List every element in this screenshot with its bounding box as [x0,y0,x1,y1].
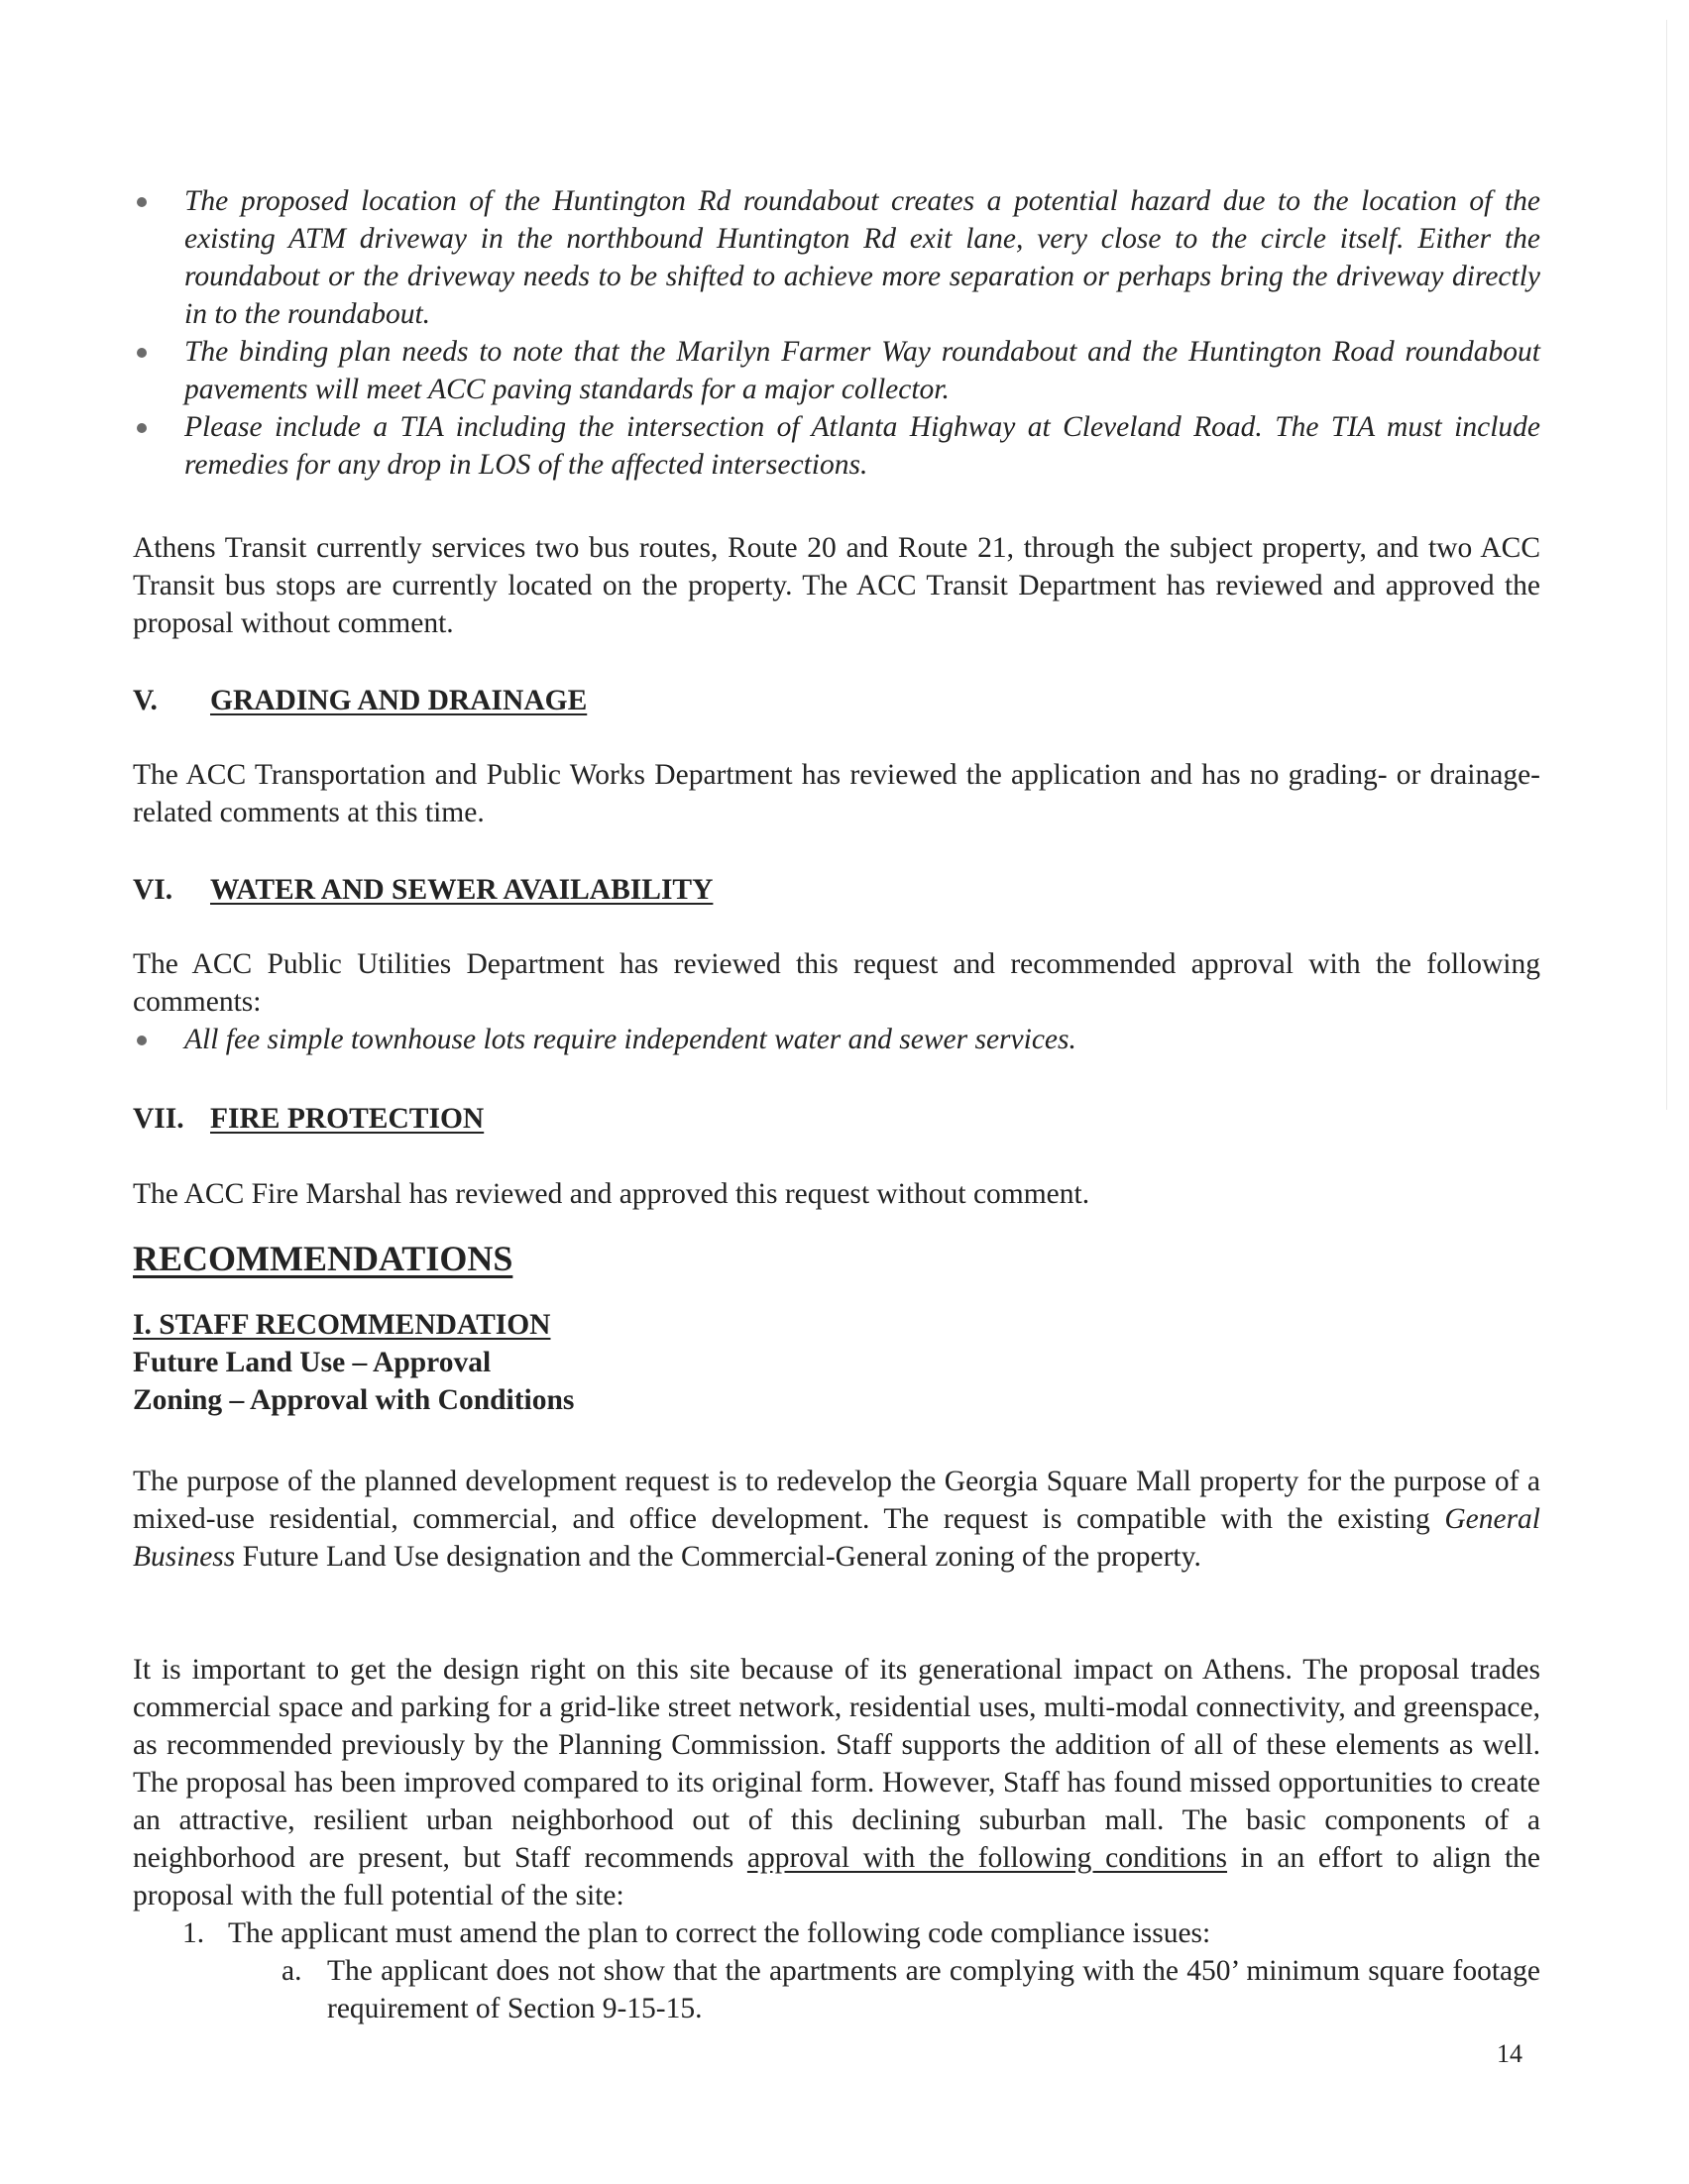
section-vii-heading [133,1100,484,1138]
section-v-heading [133,682,587,719]
bullet-icon [137,348,147,358]
grading-drainage-paragraph: The ACC Transportation and Public Works Department has reviewed the application and has no grading- or drainage-related comments at this time. [133,759,1540,828]
land-use-designation: General Business [133,1503,1540,1573]
bullet-icon [137,423,147,433]
section-title: FIRE PROTECTION [210,1103,485,1135]
approval-conditions-phrase: approval with the following conditions [746,1842,1228,1874]
section-number: V. [133,685,158,716]
list-item: All fee simple townhouse lots require independent water and sewer services. [133,1021,1540,1058]
condition-letter: a. [282,1955,302,1987]
condition-item: 1. The applicant must amend the plan to correct the following code compliance issues: [133,1914,1540,1952]
section-number: VII. [133,1103,184,1135]
bullet-icon [137,197,147,207]
bullet-icon [137,1036,147,1045]
water-sewer-comments-list [133,1021,1540,1058]
section-number: VI. [133,874,173,906]
list-item: Please include a TIA including the intersection of Atlanta Highway at Cleveland Road. The TIA must include remedies for any drop in LOS of the affected intersections. [133,408,1540,484]
list-item: The proposed location of the Huntington Rd roundabout creates a potential hazard due to the location of the existing ATM driveway in the northbound Huntington Rd exit lane, very close to the circle itself. Either the roundabout or the driveway needs to be shifted to achieve more separation or perhaps bring the driveway directly in to the roundabout. [133,182,1540,333]
condition-number: 1. [182,1917,205,1949]
design-paragraph: It is important to get the design right on this site because of its generational impact on Athens. The proposal trades commercial space and parking for a grid-like street network, residential uses, multi-modal connectivity, and greenspace, as recommended previously by the Planning Commission. Staff supports the addition of all of these elements as well. The proposal has been improved compared to its original form. However, Staff has found missed opportunities to create an attractive, resilient urban neighborhood out of this declining suburban mall. The basic components of a neighborhood are present, but Staff recommends approval with the following conditions in an effort to align the proposal with the full potential of the site: [133,1654,1540,1911]
recommendations-heading: RECOMMENDATIONS [133,1239,513,1278]
transit-paragraph: Athens Transit currently services two bus routes, Route 20 and Route 21, through the subject property, and two ACC Transit bus stops are currently located on the property. The ACC Transit Department has reviewed and approved the proposal without comment. [133,532,1540,639]
condition-subitem: a. The applicant does not show that the apartments are complying with the 450’ minimum square footage requirement of Section 9-15-15. [133,1952,1540,2027]
page-number: 14 [1497,2039,1522,2068]
zoning-status: Zoning – Approval with Conditions [133,1384,575,1416]
transportation-comments-list [133,182,1540,484]
future-land-use-status: Future Land Use – Approval [133,1347,492,1378]
section-title: WATER AND SEWER AVAILABILITY [210,874,714,906]
water-sewer-paragraph: The ACC Public Utilities Department has reviewed this request and recommended approval with the following comments: [133,948,1540,1018]
staff-recommendation-block [133,1306,1540,1419]
conditions-list [133,1914,1540,2027]
section-vi-heading [133,871,713,909]
purpose-paragraph: The purpose of the planned development request is to redevelop the Georgia Square Mall property for the purpose of a mixed-use residential, commercial, and office development. The request is compatible with the existing General Business Future Land Use designation and the Commercial-General zoning of the property. [133,1466,1540,1573]
scan-edge-line [1666,20,1667,1110]
fire-protection-paragraph: The ACC Fire Marshal has reviewed and approved this request without comment. [133,1178,1090,1210]
list-item: The binding plan needs to note that the Marilyn Farmer Way roundabout and the Huntington Road roundabout pavements will meet ACC paving standards for a major collector. [133,333,1540,408]
staff-recommendation-heading: I. STAFF RECOMMENDATION [133,1309,551,1341]
section-title: GRADING AND DRAINAGE [210,685,588,716]
